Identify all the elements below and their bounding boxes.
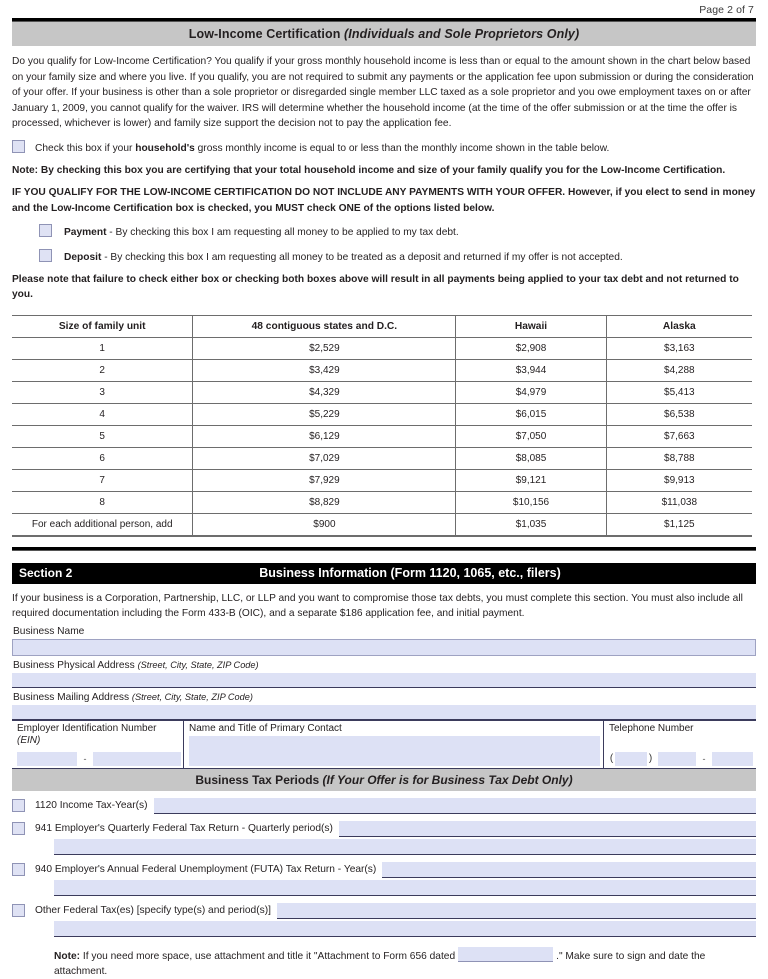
tax-periods-banner-subtitle: (If Your Offer is for Business Tax Debt Only) — [322, 772, 573, 787]
deposit-option-text: - By checking this box I am requesting all money to be treated as a deposit and returned if my offer is not accepted. — [101, 251, 623, 263]
attachment-date-input[interactable] — [458, 947, 553, 962]
cell-hawaii: $10,156 — [456, 491, 606, 513]
tax-period-other-checkbox[interactable] — [12, 904, 25, 917]
tax-period-1120-input[interactable] — [154, 798, 757, 814]
cell-hawaii: $9,121 — [456, 469, 606, 491]
income-table-header-row — [12, 315, 752, 337]
cell-contiguous: $900 — [193, 513, 456, 536]
section2-title: Business Information (Form 1120, 1065, etc., filers) — [259, 566, 561, 581]
cell-contiguous: $4,329 — [193, 381, 456, 403]
mailing-address-label-text: Business Mailing Address — [13, 691, 132, 703]
ein-dash-separator: - — [83, 753, 87, 764]
deposit-option-label — [64, 249, 623, 265]
table-row — [12, 447, 752, 469]
telephone-cell — [604, 721, 756, 768]
cell-contiguous: $5,229 — [193, 403, 456, 425]
cell-contiguous: $2,529 — [193, 337, 456, 359]
cell-family-size: 4 — [12, 403, 193, 425]
cell-hawaii: $4,979 — [456, 381, 606, 403]
ein-contact-phone-row — [12, 720, 756, 769]
cell-hawaii: $6,015 — [456, 403, 606, 425]
cell-alaska: $1,125 — [606, 513, 752, 536]
tax-period-940-input-continuation[interactable] — [54, 880, 756, 896]
section2-intro: If your business is a Corporation, Partnership, LLC, or LLP and you want to compromise those tax debts, you must complete this section. You must also include all required documentation including the Form 433-B (OIC), and a separate $186 application fee, and initial payment. — [12, 592, 743, 620]
ein-prefix-input[interactable] — [17, 752, 77, 766]
ein-suffix-input[interactable] — [93, 752, 181, 766]
phone-dash-separator: - — [702, 753, 706, 764]
tax-period-other-input[interactable] — [277, 903, 756, 919]
business-mailing-address-input[interactable] — [12, 705, 756, 720]
table-row — [12, 513, 752, 536]
tax-period-row-941[interactable] — [12, 821, 756, 837]
household-income-checkbox[interactable] — [12, 140, 25, 153]
table-row — [12, 381, 752, 403]
household-text-after: gross monthly income is equal to or less than the monthly income shown in the table below. — [194, 142, 610, 154]
ein-label — [12, 721, 183, 748]
ein-label-text: Employer Identification Number — [17, 722, 157, 734]
payment-option-row[interactable] — [12, 224, 756, 240]
income-col-header-hawaii: Hawaii — [456, 315, 606, 337]
attachment-note-text-after: ." Make sure to sign and date the attachment. — [54, 950, 706, 978]
business-mailing-address-label — [12, 688, 756, 705]
cell-alaska: $4,288 — [606, 359, 752, 381]
cell-contiguous: $8,829 — [193, 491, 456, 513]
cell-contiguous: $3,429 — [193, 359, 456, 381]
deposit-option-row[interactable] — [12, 249, 756, 265]
cell-alaska: $3,163 — [606, 337, 752, 359]
table-row — [12, 491, 752, 513]
tax-period-941-checkbox[interactable] — [12, 822, 25, 835]
tax-period-other-label: Other Federal Tax(es) [specify type(s) and period(s)] — [35, 905, 271, 917]
cell-contiguous: $7,029 — [193, 447, 456, 469]
ein-input-group — [17, 752, 181, 766]
intro-paragraph: Do you qualify for Low-Income Certification? You qualify if your gross monthly household income is less than or equal to the amount shown in the chart below based on your family size and where you live. If you qualify, you are not required to submit any payments or the application fee upon submission or during the consideration of your offer. If your business is other than a sole proprietor or disregarded single member LLC taxed as a sole proprietor and you owe employment taxes on or after January 1, 2009, you cannot qualify for the waiver. IRS will determine whether the household income (at the time of the offer submission or at the time the offer is processed, whichever is lower) and family size support the decision not to pay the application fee. — [12, 56, 754, 129]
income-col-header-family-size: Size of family unit — [12, 315, 193, 337]
cell-hawaii: $2,908 — [456, 337, 606, 359]
cell-hawaii: $7,050 — [456, 425, 606, 447]
cell-family-size: 1 — [12, 337, 193, 359]
attachment-note-prefix: Note: — [54, 950, 81, 962]
page-number: Page 2 of 7 — [699, 4, 754, 16]
tax-period-940-checkbox[interactable] — [12, 863, 25, 876]
household-text-before: Check this box if your — [35, 142, 136, 154]
mailing-address-hint: (Street, City, State, ZIP Code) — [131, 691, 253, 702]
cell-family-size: 6 — [12, 447, 193, 469]
ein-label-hint: (EIN) — [17, 735, 41, 747]
payment-option-checkbox[interactable] — [39, 224, 52, 237]
qualify-warning-paragraph: IF YOU QUALIFY FOR THE LOW-INCOME CERTIFICATION DO NOT INCLUDE ANY PAYMENTS WITH YOUR OFFER. However, if you elect to send in money and the Low-Income Certification box is checked, you MUST check ONE of the options listed below. — [12, 187, 756, 214]
cell-family-size: 8 — [12, 491, 193, 513]
tax-period-941-input[interactable] — [339, 821, 756, 837]
failure-note-paragraph: Please note that failure to check either box or checking both boxes above will result in all payments being applied to your tax debt and not returned to you. — [12, 273, 739, 301]
business-name-input[interactable] — [12, 639, 756, 656]
table-row — [12, 425, 752, 447]
household-income-checkbox-label — [35, 140, 609, 156]
income-threshold-table — [12, 315, 752, 537]
table-row — [12, 469, 752, 491]
deposit-option-checkbox[interactable] — [39, 249, 52, 262]
tax-period-other-input-continuation[interactable] — [54, 921, 756, 937]
tax-period-941-input-continuation[interactable] — [54, 839, 756, 855]
tax-period-940-input[interactable] — [382, 862, 756, 878]
cell-family-size: 2 — [12, 359, 193, 381]
section-divider-rule — [12, 547, 756, 551]
cell-alaska: $9,913 — [606, 469, 752, 491]
cell-alaska: $5,413 — [606, 381, 752, 403]
business-physical-address-input[interactable] — [12, 673, 756, 688]
tax-period-row-940[interactable] — [12, 862, 756, 878]
physical-address-label-text: Business Physical Address — [13, 659, 138, 671]
attachment-note — [54, 947, 756, 979]
household-income-checkbox-row[interactable] — [12, 140, 756, 156]
cell-alaska: $11,038 — [606, 491, 752, 513]
business-physical-address-label — [12, 656, 756, 673]
business-name-label: Business Name — [13, 625, 85, 637]
primary-contact-label: Name and Title of Primary Contact — [189, 722, 342, 734]
cell-alaska: $8,788 — [606, 447, 752, 469]
business-tax-periods-banner — [12, 769, 756, 791]
household-bold-word: household's — [135, 142, 195, 154]
tax-period-941-label: 941 Employer's Quarterly Federal Tax Return - Quarterly period(s) — [35, 823, 333, 835]
income-col-header-contiguous: 48 contiguous states and D.C. — [193, 315, 456, 337]
cell-family-size: 3 — [12, 381, 193, 403]
ein-cell — [12, 721, 184, 768]
deposit-option-title: Deposit — [64, 251, 102, 263]
primary-contact-cell — [184, 721, 604, 768]
tax-period-1120-label: 1120 Income Tax-Year(s) — [35, 800, 148, 812]
cell-alaska: $7,663 — [606, 425, 752, 447]
attachment-note-text-before: If you need more space, use attachment and title it "Attachment to Form 656 dated — [80, 950, 456, 962]
cell-contiguous: $6,129 — [193, 425, 456, 447]
physical-address-hint: (Street, City, State, ZIP Code) — [137, 659, 259, 670]
payment-option-title: Payment — [64, 227, 107, 239]
phone-open-paren: ( — [609, 753, 614, 765]
cell-hawaii: $1,035 — [456, 513, 606, 536]
tax-period-940-label: 940 Employer's Annual Federal Unemployment (FUTA) Tax Return - Year(s) — [35, 864, 377, 876]
table-row — [12, 337, 752, 359]
income-table-body — [12, 337, 752, 536]
section2-header-bar — [12, 563, 756, 584]
income-col-header-alaska: Alaska — [606, 315, 752, 337]
tax-period-row-other[interactable] — [12, 903, 756, 919]
table-row — [12, 359, 752, 381]
cell-family-size: 5 — [12, 425, 193, 447]
cell-hawaii: $3,944 — [456, 359, 606, 381]
income-table-head — [12, 315, 752, 337]
banner-subtitle: (Individuals and Sole Proprietors Only) — [344, 27, 580, 41]
table-row — [12, 403, 752, 425]
phone-prefix-input[interactable] — [658, 752, 696, 766]
section2-label: Section 2 — [19, 566, 73, 581]
telephone-label: Telephone Number — [609, 722, 694, 734]
telephone-input-group — [608, 752, 753, 766]
certification-note: Note: By checking this box you are certifying that your total household income and size of your family qualify you for the Low-Income Certification. — [12, 164, 726, 176]
cell-family-size: For each additional person, add — [12, 513, 193, 536]
primary-contact-input[interactable] — [189, 736, 600, 766]
low-income-certification-banner — [12, 22, 756, 46]
phone-close-paren: ) — [648, 753, 653, 765]
cell-hawaii: $8,085 — [456, 447, 606, 469]
tax-period-1120-checkbox[interactable] — [12, 799, 25, 812]
tax-periods-banner-title: Business Tax Periods — [195, 772, 323, 787]
phone-line-number-input[interactable] — [712, 752, 753, 766]
cell-contiguous: $7,929 — [193, 469, 456, 491]
phone-area-code-input[interactable] — [615, 752, 647, 766]
cell-family-size: 7 — [12, 469, 193, 491]
cell-alaska: $6,538 — [606, 403, 752, 425]
payment-option-text: - By checking this box I am requesting all money to be applied to my tax debt. — [106, 227, 459, 239]
tax-period-row-1120[interactable] — [12, 798, 756, 814]
banner-title: Low-Income Certification — [188, 27, 341, 41]
payment-option-label — [64, 224, 459, 240]
